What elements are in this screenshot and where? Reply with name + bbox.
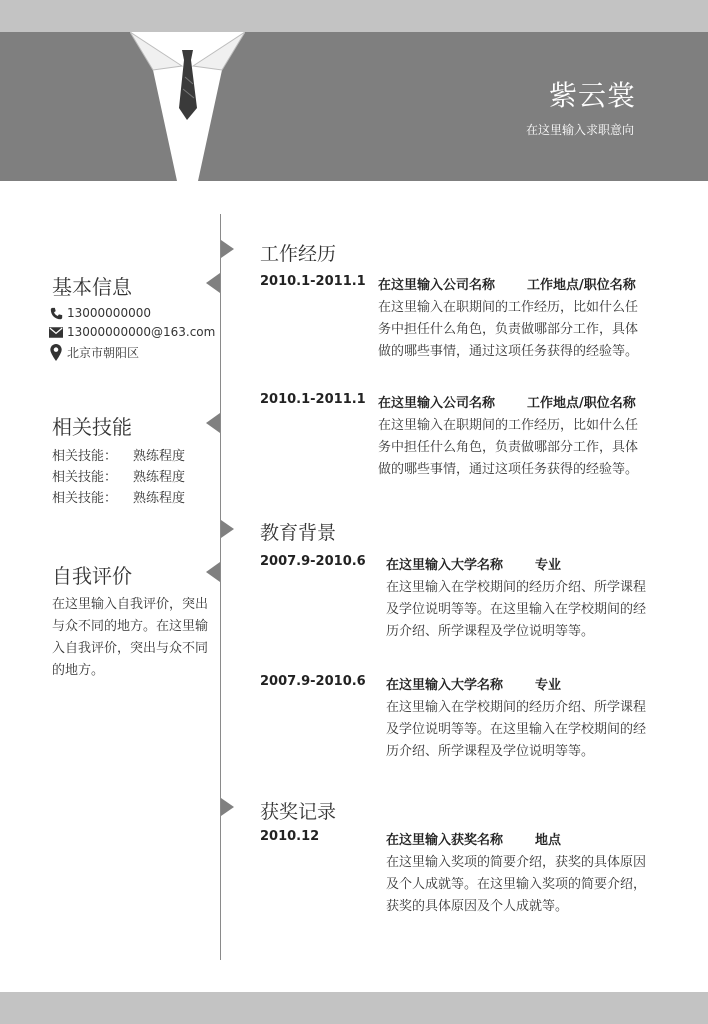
top-strip [0,0,708,32]
self-eval-text: 在这里输入自我评价，突出与众不同的地方。在这里输入自我评价，突出与众不同的地方。 [52,597,209,678]
education-title: 教育背景 [260,522,337,544]
work-position: 工作地点/职位名称 [527,396,636,411]
skill-label: 相关技能： [52,470,118,485]
self-eval-title: 自我评价 [52,564,132,588]
job-intent: 在这里输入求职意向 [525,123,634,137]
section-marker-skills [206,413,220,433]
awards-title: 获奖记录 [260,801,337,823]
work-date: 2010.1-2011.1 [260,392,366,407]
phone-number: 13000000000 [67,306,151,320]
skill-item [52,445,185,464]
skill-level: 熟练程度 [133,449,186,464]
section-marker-self [206,562,220,582]
bottom-strip [0,992,708,1024]
award-name: 在这里输入获奖名称 [386,833,504,848]
address: 北京市朝阳区 [67,345,140,360]
education-major: 专业 [535,678,562,693]
education-school: 在这里输入大学名称 [386,678,504,693]
work-company: 在这里输入公司名称 [378,396,496,411]
applicant-name: 紫云裳 [548,79,636,112]
skill-item [52,466,185,485]
education-date: 2007.9-2010.6 [260,674,366,689]
skill-level: 熟练程度 [133,470,186,485]
section-marker-work [221,240,234,258]
address-row [48,343,139,361]
section-marker-awards [221,798,234,816]
skill-label: 相关技能： [52,491,118,506]
email-row [48,323,215,341]
education-school: 在这里输入大学名称 [386,558,504,573]
section-marker-education [221,520,234,538]
timeline-divider [220,214,221,960]
email-address: 13000000000@163.com [67,325,216,339]
section-marker-basic [206,273,220,293]
work-description: 在这里输入在职期间的工作经历，比如什么任务中担任什么角色，负责做哪部分工作，具体做的哪些事情，通过这项任务获得的经验等。 [378,300,639,359]
basic-info-title: 基本信息 [52,275,132,299]
work-description: 在这里输入在职期间的工作经历，比如什么任务中担任什么角色，负责做哪部分工作，具体做的哪些事情，通过这项任务获得的经验等。 [378,418,639,477]
location-pin-icon [48,344,64,360]
skill-label: 相关技能： [52,449,118,464]
education-description: 在这里输入在学校期间的经历介绍、所学课程及学位说明等等。在这里输入在学校期间的经历介绍、所学课程及学位说明等等。 [386,580,647,639]
phone-row [48,304,151,322]
shirt-collar-tie-icon [130,32,245,181]
award-place: 地点 [535,833,562,848]
skill-level: 熟练程度 [133,491,186,506]
skill-item [52,487,185,506]
education-major: 专业 [535,558,562,573]
mail-icon [48,324,64,340]
education-date: 2007.9-2010.6 [260,554,366,569]
phone-icon [48,305,64,321]
work-position: 工作地点/职位名称 [527,278,636,293]
work-title: 工作经历 [260,243,337,265]
award-description: 在这里输入奖项的简要介绍，获奖的具体原因及个人成就等。在这里输入奖项的简要介绍，获奖的具体原因及个人成就等。 [386,855,647,914]
skills-title: 相关技能 [52,415,132,439]
work-company: 在这里输入公司名称 [378,278,496,293]
work-date: 2010.1-2011.1 [260,274,366,289]
education-description: 在这里输入在学校期间的经历介绍、所学课程及学位说明等等。在这里输入在学校期间的经历介绍、所学课程及学位说明等等。 [386,700,647,759]
award-date: 2010.12 [260,829,320,844]
